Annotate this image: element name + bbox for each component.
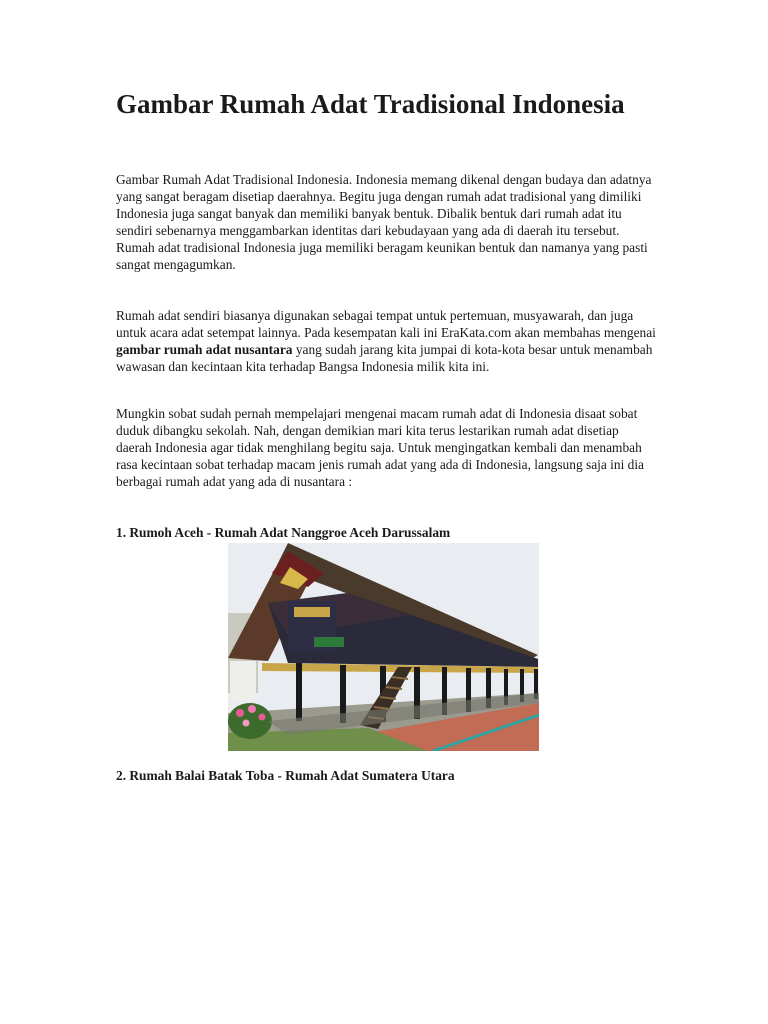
section-heading-batak-toba: 2. Rumah Balai Batak Toba - Rumah Adat Sumatera Utara <box>116 768 455 783</box>
paragraph-purpose-bold: gambar rumah adat nusantara <box>116 341 293 357</box>
paragraph-reminder: Mungkin sobat sudah pernah mempelajari mengenai macam rumah adat di Indonesia disaat sobat duduk dibangku sekolah. Nah, dengan demikian mari kita terus lestarikan rumah adat disetiap daerah Indonesia agar tidak menghilang begitu saja. Untuk mengingatkan kembali dan menambah rasa kecintaan sobat terhadap macam jenis rumah adat yang ada di Indonesia, langsung saja ini dia berbagai rumah adat yang ada di nusantara : <box>116 406 644 489</box>
rumoh-aceh-illustration <box>228 543 539 751</box>
section-heading-rumoh-aceh: 1. Rumoh Aceh - Rumah Adat Nanggroe Aceh Darussalam <box>116 525 451 540</box>
rumoh-aceh-photo <box>228 543 539 751</box>
paragraph-purpose <box>116 308 656 376</box>
paragraph-intro: Gambar Rumah Adat Tradisional Indonesia. Indonesia memang dikenal dengan budaya dan adatnya yang sangat beragam disetiap daerahnya. Begitu juga dengan rumah adat tradisional yang dimiliki Indonesia juga sangat banyak dan memiliki banyak bentuk. Dibalik bentuk dari rumah adat itu sendiri sebenarnya menggambarkan identitas dari kebudayaan yang ada di daerah itu tersebut. Rumah adat tradisional Indonesia juga memiliki beragam keunikan bentuk dan namanya yang pasti sangat mengagumkan. <box>116 172 652 272</box>
paragraph-purpose-text-end: yang sudah jarang kita jumpai di kota-kota besar untuk menambah wawasan dan kecintaan kita terhadap Bangsa Indonesia milik kita ini. <box>116 341 653 374</box>
page-title: Gambar Rumah Adat Tradisional Indonesia <box>116 89 625 119</box>
paragraph-purpose-text-start: Rumah adat sendiri biasanya digunakan sebagai tempat untuk pertemuan, musyawarah, dan juga untuk acara adat setempat lainnya. Pada kesempatan kali ini EraKata.com akan membahas mengenai <box>116 308 656 340</box>
